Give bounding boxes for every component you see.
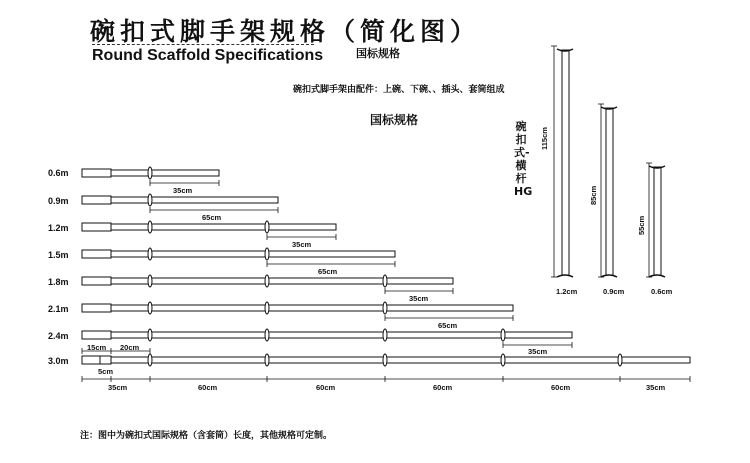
dim-label: 20cm xyxy=(120,343,140,352)
components-note: 碗扣式脚手架由配件：上碗、下碗、、插头、套筒组成 xyxy=(293,85,505,95)
dim-label: 60cm xyxy=(316,383,336,392)
dim-label: 35cm xyxy=(409,294,429,303)
pole-height-label: 85cm xyxy=(589,185,598,205)
standard-label-top: 国标规格 xyxy=(356,47,400,60)
dim-label: 5cm xyxy=(98,367,114,376)
row-label: 1.5m xyxy=(48,250,69,260)
pole-height-label: 55cm xyxy=(637,215,646,235)
footer-note: 注：图中为碗扣式国际规格（含套筒）长度，其他规格可定制。 xyxy=(80,431,333,441)
dim-label: 65cm xyxy=(318,267,338,276)
dim-label: 35cm xyxy=(528,347,548,356)
dim-label: 35cm xyxy=(646,383,666,392)
row-label: 1.8m xyxy=(48,277,69,287)
page-subtitle: Round Scaffold Specifications xyxy=(92,47,324,64)
dim-label: 35cm xyxy=(292,240,312,249)
dim-label: 60cm xyxy=(198,383,218,392)
row-label: 2.4m xyxy=(48,331,69,341)
dim-label: 60cm xyxy=(551,383,571,392)
dim-label: 65cm xyxy=(438,321,458,330)
row-label: 1.2m xyxy=(48,223,69,233)
row-label: 3.0m xyxy=(48,356,69,366)
row-label: 0.9m xyxy=(48,196,69,206)
pole-label: 0.6cm xyxy=(651,287,673,296)
pole-label: 0.9cm xyxy=(603,287,625,296)
dim-label: 60cm xyxy=(433,383,453,392)
dim-label: 35cm xyxy=(108,383,128,392)
page-title: 碗扣式脚手架规格（简化图） xyxy=(90,17,481,46)
pole-height-label: 115cm xyxy=(540,127,549,150)
standard-label-mid: 国标规格 xyxy=(370,113,419,127)
vertical-type-label: 碗扣式-横杆HG xyxy=(514,120,533,198)
dim-label: 35cm xyxy=(173,186,193,195)
row-label: 2.1m xyxy=(48,304,69,314)
dim-label: 15cm xyxy=(87,343,107,352)
pole-label: 1.2cm xyxy=(556,287,578,296)
dim-label: 65cm xyxy=(202,213,222,222)
row-label: 0.6m xyxy=(48,168,69,178)
